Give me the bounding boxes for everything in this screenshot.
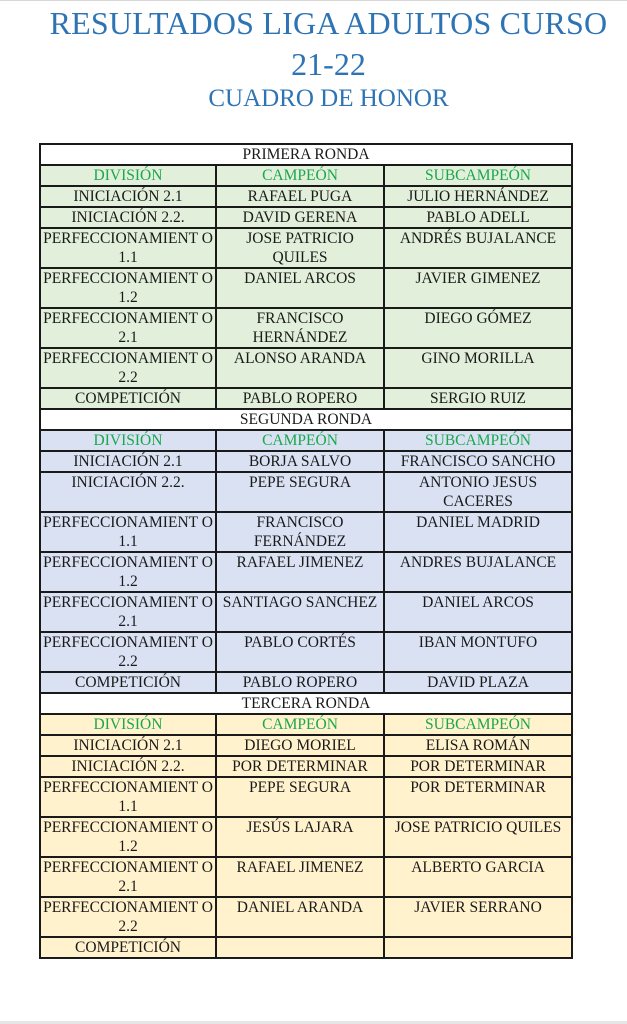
runner-up-cell: DIEGO GÓMEZ: [384, 308, 572, 348]
round-title: TERCERA RONDA: [40, 693, 572, 714]
top-divider: [0, 0, 627, 1]
division-cell: PERFECCIONAMIENT O 2.1: [40, 308, 216, 348]
champion-cell: DIEGO MORIEL: [216, 735, 384, 756]
champion-cell: PEPE SEGURA: [216, 472, 384, 512]
runner-up-cell: POR DETERMINAR: [384, 756, 572, 777]
round-header-row: [40, 144, 572, 165]
champion-cell: PABLO ROPERO: [216, 672, 384, 693]
division-cell: PERFECCIONAMIENT O 1.2: [40, 268, 216, 308]
champion-cell: [216, 937, 384, 958]
page-title: RESULTADOS LIGA ADULTOS CURSO: [49, 5, 608, 41]
champion-cell: DANIEL ARCOS: [216, 268, 384, 308]
runner-up-cell: JOSE PATRICIO QUILES: [384, 817, 572, 857]
champion-cell: JOSE PATRICIO QUILES: [216, 228, 384, 268]
page-subtitle: CUADRO DE HONOR: [208, 85, 449, 112]
champion-cell: RAFAEL JIMENEZ: [216, 857, 384, 897]
table-row: [40, 632, 572, 672]
champion-cell: PEPE SEGURA: [216, 777, 384, 817]
division-cell: INICIACIÓN 2.1: [40, 735, 216, 756]
division-cell: PERFECCIONAMIENT O 1.2: [40, 817, 216, 857]
runner-up-cell: FRANCISCO SANCHO: [384, 451, 572, 472]
table-row: [40, 348, 572, 388]
table-row: [40, 308, 572, 348]
round-title: PRIMERA RONDA: [40, 144, 572, 165]
runner-up-cell: DAVID PLAZA: [384, 672, 572, 693]
table-row: [40, 937, 572, 958]
table-row: [40, 756, 572, 777]
champion-cell: FRANCISCO HERNÁNDEZ: [216, 308, 384, 348]
runner-up-cell: IBAN MONTUFO: [384, 632, 572, 672]
champion-cell: POR DETERMINAR: [216, 756, 384, 777]
division-cell: PERFECCIONAMIENT O 2.2: [40, 897, 216, 937]
column-header-runner-up: SUBCAMPEÓN: [384, 714, 572, 735]
runner-up-cell: DANIEL MADRID: [384, 512, 572, 552]
runner-up-cell: ANDRES BUJALANCE: [384, 552, 572, 592]
runner-up-cell: PABLO ADELL: [384, 207, 572, 228]
table-row: [40, 735, 572, 756]
division-cell: PERFECCIONAMIENT O 2.2: [40, 632, 216, 672]
table-row: [40, 207, 572, 228]
runner-up-cell: ALBERTO GARCIA: [384, 857, 572, 897]
runner-up-cell: JAVIER GIMENEZ: [384, 268, 572, 308]
division-cell: PERFECCIONAMIENT O 1.1: [40, 777, 216, 817]
table-row: [40, 512, 572, 552]
division-cell: PERFECCIONAMIENT O 1.1: [40, 512, 216, 552]
column-header-row: [40, 714, 572, 735]
runner-up-cell: JAVIER SERRANO: [384, 897, 572, 937]
champion-cell: RAFAEL JIMENEZ: [216, 552, 384, 592]
column-header-champion: CAMPEÓN: [216, 430, 384, 451]
table-row: [40, 592, 572, 632]
table-row: [40, 268, 572, 308]
champion-cell: DAVID GERENA: [216, 207, 384, 228]
table-row: [40, 777, 572, 817]
column-header-division: DIVISIÓN: [40, 165, 216, 186]
champion-cell: FRANCISCO FERNÁNDEZ: [216, 512, 384, 552]
division-cell: INICIACIÓN 2.2.: [40, 207, 216, 228]
division-cell: INICIACIÓN 2.2.: [40, 756, 216, 777]
runner-up-cell: ELISA ROMÁN: [384, 735, 572, 756]
table-row: [40, 388, 572, 409]
column-header-division: DIVISIÓN: [40, 430, 216, 451]
runner-up-cell: POR DETERMINAR: [384, 777, 572, 817]
division-cell: INICIACIÓN 2.2.: [40, 472, 216, 512]
table-row: [40, 857, 572, 897]
round-header-row: [40, 409, 572, 430]
runner-up-cell: GINO MORILLA: [384, 348, 572, 388]
column-header-runner-up: SUBCAMPEÓN: [384, 165, 572, 186]
column-header-runner-up: SUBCAMPEÓN: [384, 430, 572, 451]
division-cell: PERFECCIONAMIENT O 2.1: [40, 592, 216, 632]
table-row: [40, 472, 572, 512]
runner-up-cell: ANDRÉS BUJALANCE: [384, 228, 572, 268]
champion-cell: BORJA SALVO: [216, 451, 384, 472]
champion-cell: PABLO CORTÉS: [216, 632, 384, 672]
runner-up-cell: SERGIO RUIZ: [384, 388, 572, 409]
champion-cell: SANTIAGO SANCHEZ: [216, 592, 384, 632]
division-cell: PERFECCIONAMIENT O 1.1: [40, 228, 216, 268]
page-title-year: 21-22: [291, 46, 366, 82]
champion-cell: RAFAEL PUGA: [216, 186, 384, 207]
runner-up-cell: DANIEL ARCOS: [384, 592, 572, 632]
table-row: [40, 451, 572, 472]
column-header-champion: CAMPEÓN: [216, 165, 384, 186]
table-row: [40, 228, 572, 268]
division-cell: PERFECCIONAMIENT O 2.1: [40, 857, 216, 897]
table-row: [40, 817, 572, 857]
column-header-row: [40, 165, 572, 186]
division-cell: INICIACIÓN 2.1: [40, 186, 216, 207]
division-cell: PERFECCIONAMIENT O 1.2: [40, 552, 216, 592]
table-row: [40, 897, 572, 937]
runner-up-cell: ANTONIO JESUS CACERES: [384, 472, 572, 512]
division-cell: COMPETICIÓN: [40, 388, 216, 409]
division-cell: COMPETICIÓN: [40, 937, 216, 958]
division-cell: PERFECCIONAMIENT O 2.2: [40, 348, 216, 388]
round-header-row: [40, 693, 572, 714]
champion-cell: JESÚS LAJARA: [216, 817, 384, 857]
division-cell: COMPETICIÓN: [40, 672, 216, 693]
runner-up-cell: [384, 937, 572, 958]
champion-cell: PABLO ROPERO: [216, 388, 384, 409]
table-row: [40, 186, 572, 207]
runner-up-cell: JULIO HERNÁNDEZ: [384, 186, 572, 207]
table-row: [40, 552, 572, 592]
champion-cell: DANIEL ARANDA: [216, 897, 384, 937]
round-title: SEGUNDA RONDA: [40, 409, 572, 430]
column-header-champion: CAMPEÓN: [216, 714, 384, 735]
table-row: [40, 672, 572, 693]
champion-cell: ALONSO ARANDA: [216, 348, 384, 388]
honor-table: [39, 143, 573, 959]
column-header-row: [40, 430, 572, 451]
column-header-division: DIVISIÓN: [40, 714, 216, 735]
division-cell: INICIACIÓN 2.1: [40, 451, 216, 472]
